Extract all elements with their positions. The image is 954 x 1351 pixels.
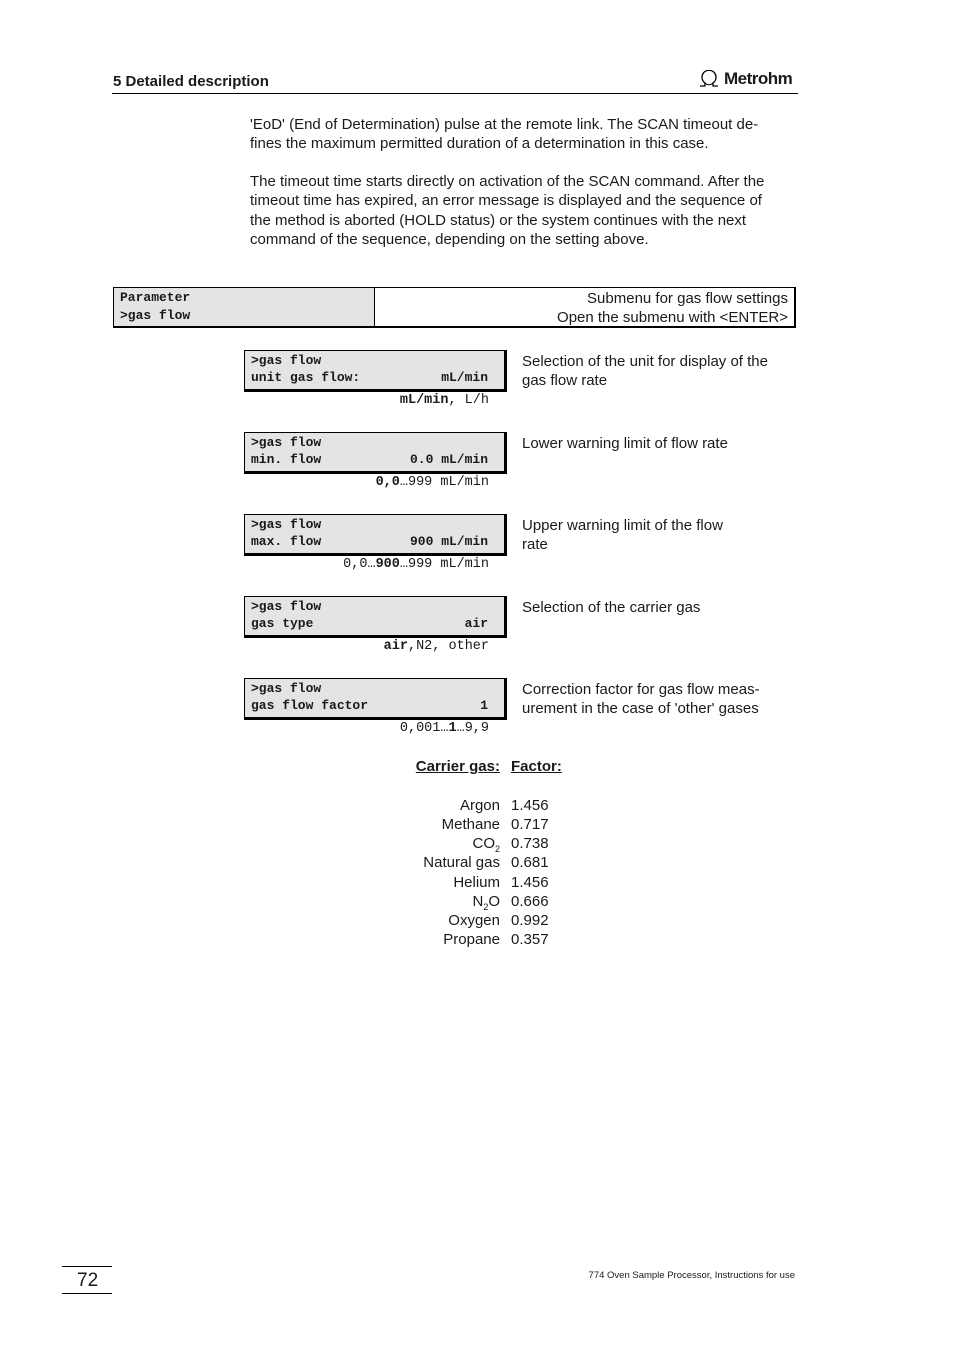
setting-label: gas type bbox=[251, 616, 314, 631]
setting-description bbox=[522, 352, 797, 391]
setting-display-unit bbox=[244, 350, 507, 392]
gas-name: Helium bbox=[453, 874, 500, 891]
range-rest: ,N2, other bbox=[407, 639, 489, 654]
menu-path: >gas flow bbox=[251, 517, 322, 532]
footer-rule bbox=[62, 1293, 112, 1294]
gas-factor: 0.681 bbox=[511, 854, 549, 871]
gas-name: Argon bbox=[459, 797, 500, 814]
default-value: air bbox=[383, 639, 408, 654]
range-pre: 0,0… bbox=[343, 557, 376, 572]
setting-value: 0.0 mL/min bbox=[409, 452, 488, 467]
gas-name: Natural gas bbox=[423, 854, 500, 871]
setting-display-gas-factor bbox=[244, 678, 507, 720]
setting-display-gas-type bbox=[244, 596, 507, 638]
text-line: command of the sequence, depending on the setting above. bbox=[250, 230, 649, 248]
setting-description bbox=[522, 598, 797, 617]
setting-value: 1 bbox=[480, 698, 488, 713]
gas-name bbox=[380, 893, 500, 912]
gas-formula: CO bbox=[472, 835, 495, 852]
gas-name bbox=[380, 835, 500, 854]
menu-path: >gas flow bbox=[251, 435, 322, 450]
text-line: timeout time has expired, an error message is displayed and the sequence of bbox=[250, 192, 762, 210]
footer-rule-top bbox=[62, 1266, 112, 1267]
gas-factor: 1.456 bbox=[511, 797, 549, 814]
gas-factor: 0.992 bbox=[511, 912, 549, 929]
range-pre: 0,001… bbox=[399, 721, 449, 736]
gas-name: Oxygen bbox=[448, 912, 500, 929]
gas-formula: N bbox=[472, 893, 484, 910]
setting-description bbox=[522, 680, 797, 719]
description-line: urement in the case of 'other' gases bbox=[522, 700, 759, 718]
setting-label: max. flow bbox=[251, 534, 322, 549]
gas-factor: 0.357 bbox=[511, 931, 549, 948]
setting-label: min. flow bbox=[251, 452, 322, 467]
description-line: gas flow rate bbox=[522, 372, 608, 390]
setting-description bbox=[522, 434, 797, 453]
gas-factor: 0.738 bbox=[511, 835, 549, 852]
brand-name: Metrohm bbox=[724, 69, 793, 88]
default-value: mL/min bbox=[399, 393, 449, 408]
range-rest: …999 mL/min bbox=[399, 475, 489, 490]
description-line: Upper warning limit of the flow bbox=[522, 517, 723, 534]
default-value: 0,0 bbox=[375, 475, 400, 490]
range-rest: …9,9 bbox=[456, 721, 489, 736]
text-line: 'EoD' (End of Determination) pulse at the remote link. The SCAN timeout de- bbox=[250, 116, 759, 133]
parameter-display bbox=[114, 288, 375, 326]
parameter-description bbox=[375, 288, 794, 326]
gas-name: Methane bbox=[441, 816, 500, 833]
gas-formula-tail: O bbox=[488, 893, 500, 910]
section-title: 5 Detailed description bbox=[113, 73, 269, 90]
setting-description bbox=[522, 516, 797, 555]
description-line: rate bbox=[522, 536, 548, 554]
description-line: Selection of the carrier gas bbox=[522, 599, 701, 616]
setting-value: 900 mL/min bbox=[409, 534, 488, 549]
range-rest: …999 mL/min bbox=[399, 557, 489, 572]
default-value: 1 bbox=[448, 721, 457, 736]
menu-path: >gas flow bbox=[251, 599, 322, 614]
description-line: Submenu for gas flow settings bbox=[587, 290, 788, 307]
brand-logo bbox=[697, 68, 792, 90]
text-line: fines the maximum permitted duration of a determination in this case. bbox=[250, 135, 709, 153]
setting-label: unit gas flow: bbox=[251, 370, 361, 385]
menu-path: >gas flow bbox=[251, 353, 322, 368]
header-rule bbox=[112, 93, 798, 94]
table-header-factor: Factor: bbox=[511, 758, 562, 775]
gas-factor: 0.666 bbox=[511, 893, 549, 910]
gas-factor: 1.456 bbox=[511, 874, 549, 891]
setting-label: gas flow factor bbox=[251, 698, 369, 713]
setting-range bbox=[244, 557, 489, 572]
range-rest: , L/h bbox=[448, 393, 489, 408]
setting-range bbox=[244, 393, 489, 408]
parameter-line: Parameter bbox=[120, 290, 191, 305]
omega-icon bbox=[697, 70, 721, 88]
intro-paragraph-1 bbox=[250, 115, 795, 154]
menu-path: >gas flow bbox=[251, 681, 322, 696]
document-title: 774 Oven Sample Processor, Instructions for use bbox=[588, 1270, 795, 1281]
setting-range bbox=[244, 475, 489, 490]
gas-name: Propane bbox=[443, 931, 500, 948]
setting-display-max-flow bbox=[244, 514, 507, 556]
page-number: 72 bbox=[77, 1270, 99, 1291]
text-line: the method is aborted (HOLD status) or the system continues with the next bbox=[250, 211, 747, 229]
gas-factor: 0.717 bbox=[511, 816, 549, 833]
parameter-submenu: >gas flow bbox=[120, 308, 191, 323]
description-line: Lower warning limit of flow rate bbox=[522, 435, 728, 452]
parameter-box bbox=[113, 287, 796, 328]
subscript: 2 bbox=[483, 902, 489, 912]
setting-range bbox=[244, 639, 489, 654]
setting-display-min-flow bbox=[244, 432, 507, 474]
intro-paragraph-2 bbox=[250, 172, 795, 249]
setting-value: air bbox=[464, 616, 488, 631]
default-value: 900 bbox=[375, 557, 400, 572]
subscript: 2 bbox=[494, 844, 500, 854]
description-line: Open the submenu with <ENTER> bbox=[557, 309, 788, 326]
text-line: The timeout time starts directly on activation of the SCAN command. After the bbox=[250, 173, 765, 190]
description-line: Selection of the unit for display of the bbox=[522, 353, 768, 370]
description-line: Correction factor for gas flow meas- bbox=[522, 681, 760, 698]
table-header-gas: Carrier gas: bbox=[415, 758, 500, 775]
setting-value: mL/min bbox=[441, 370, 488, 385]
setting-range bbox=[244, 721, 489, 736]
